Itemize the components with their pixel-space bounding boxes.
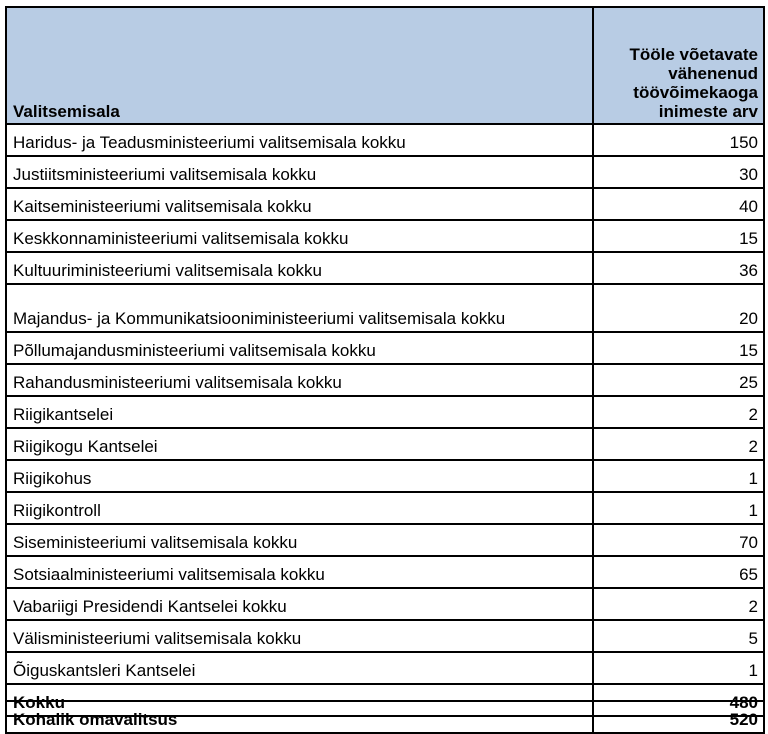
header-count-line-1: Tööle võetavate	[629, 45, 758, 64]
row-name: Kaitseministeeriumi valitsemisala kokku	[6, 188, 593, 220]
row-name: Põllumajandusministeeriumi valitsemisala kokku	[6, 332, 593, 364]
row-value: 2	[593, 396, 764, 428]
row-name: Kultuuriministeeriumi valitsemisala kokku	[6, 252, 593, 284]
total-value: 480	[593, 684, 764, 716]
row-value: 25	[593, 364, 764, 396]
table-row	[6, 588, 764, 620]
table-row	[6, 428, 764, 460]
row-value: 5	[593, 620, 764, 652]
header-count-line-4: inimeste arv	[658, 102, 758, 121]
row-value: 36	[593, 252, 764, 284]
row-value: 15	[593, 332, 764, 364]
row-value: 2	[593, 588, 764, 620]
local-government-value: 520	[593, 701, 764, 733]
row-name: Siseministeeriumi valitsemisala kokku	[6, 524, 593, 556]
table-row	[6, 460, 764, 492]
table-row	[6, 556, 764, 588]
row-value: 70	[593, 524, 764, 556]
table-row	[6, 396, 764, 428]
table-row	[6, 124, 764, 156]
row-name: Haridus- ja Teadusministeeriumi valitsemisala kokku	[6, 124, 593, 156]
row-name: Õiguskantsleri Kantselei	[6, 652, 593, 684]
row-name: Välisministeeriumi valitsemisala kokku	[6, 620, 593, 652]
row-name: Justiitsministeeriumi valitsemisala kokku	[6, 156, 593, 188]
row-name: Riigikohus	[6, 460, 593, 492]
table-row	[6, 524, 764, 556]
table-row	[6, 652, 764, 684]
table-row	[6, 220, 764, 252]
row-value: 40	[593, 188, 764, 220]
total-label: Kokku	[6, 684, 593, 716]
header-valitsemisala: Valitsemisala	[6, 7, 593, 124]
row-name: Keskkonnaministeeriumi valitsemisala kokku	[6, 220, 593, 252]
table-row	[6, 364, 764, 396]
row-value: 15	[593, 220, 764, 252]
header-count	[593, 7, 764, 124]
row-value: 1	[593, 652, 764, 684]
local-government-table	[5, 700, 765, 734]
row-value: 30	[593, 156, 764, 188]
row-name: Majandus- ja Kommunikatsiooniministeeriumi valitsemisala kokku	[6, 284, 593, 332]
local-government-label: Kohalik omavalitsus	[6, 701, 593, 733]
ministries-table	[5, 6, 765, 717]
table-row	[6, 156, 764, 188]
table-row	[6, 492, 764, 524]
row-value: 65	[593, 556, 764, 588]
table-header-row	[6, 7, 764, 124]
row-name: Sotsiaalministeeriumi valitsemisala kokku	[6, 556, 593, 588]
row-name: Riigikantselei	[6, 396, 593, 428]
table-row	[6, 620, 764, 652]
row-name: Rahandusministeeriumi valitsemisala kokku	[6, 364, 593, 396]
header-count-line-2: vähenenud	[668, 64, 758, 83]
row-value: 2	[593, 428, 764, 460]
row-name: Vabariigi Presidendi Kantselei kokku	[6, 588, 593, 620]
table-row	[6, 332, 764, 364]
row-value: 20	[593, 284, 764, 332]
table-row	[6, 252, 764, 284]
table-row	[6, 284, 764, 332]
header-count-line-3: töövõimekaoga	[633, 83, 758, 102]
row-value: 1	[593, 460, 764, 492]
row-name: Riigikogu Kantselei	[6, 428, 593, 460]
row-name: Riigikontroll	[6, 492, 593, 524]
table-row	[6, 188, 764, 220]
row-value: 150	[593, 124, 764, 156]
local-government-row	[6, 701, 764, 733]
row-value: 1	[593, 492, 764, 524]
